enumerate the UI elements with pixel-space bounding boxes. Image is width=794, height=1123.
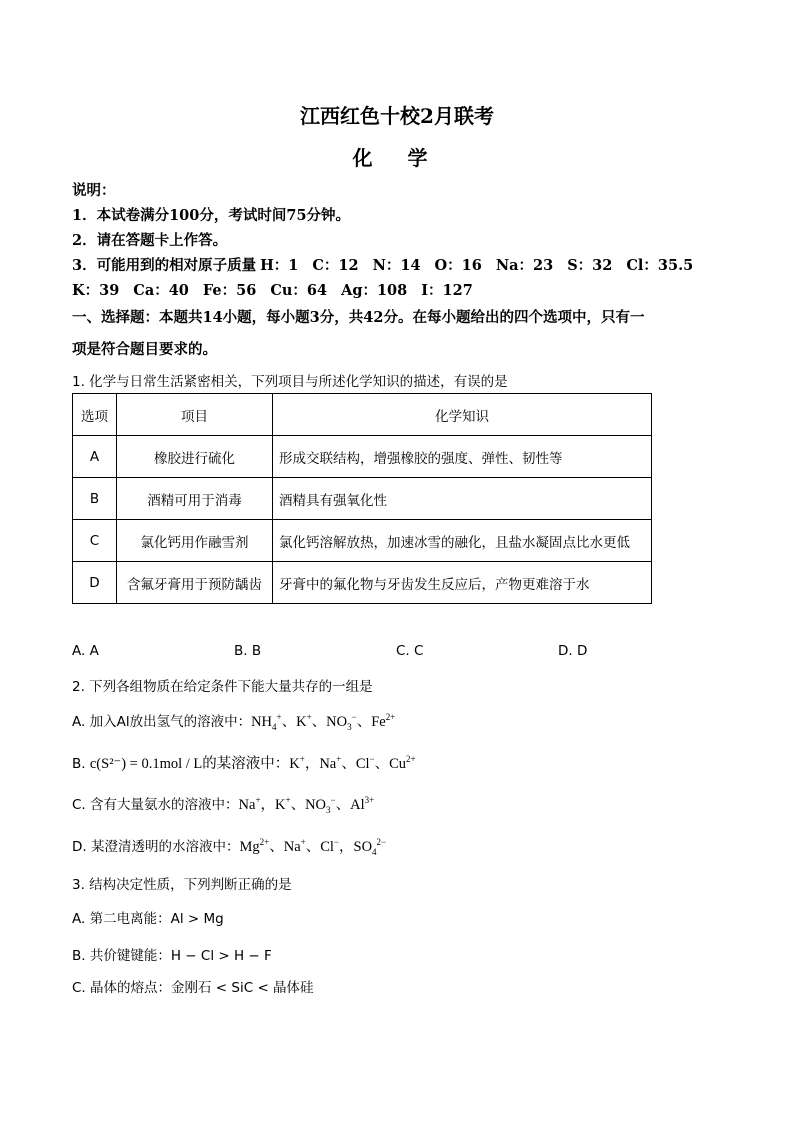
atomic-mass: Ca：40 xyxy=(133,282,189,299)
notes-heading: 说明： xyxy=(72,182,116,199)
section1-line2: 项是符合题目要求的。 xyxy=(72,341,217,358)
table-cell: D xyxy=(73,562,117,604)
table-row xyxy=(73,562,652,604)
q2-option-c[interactable]: C. 含有大量氨水的溶液中：Na+，K+、$NO_3^-$、$Al^{3+}$ xyxy=(72,795,375,815)
note-3 xyxy=(72,254,693,275)
note-2: 2．请在答题卡上作答。 xyxy=(72,232,228,249)
q3-option-c[interactable]: C. 晶体的熔点：金刚石 < SiC < 晶体硅 xyxy=(72,980,314,996)
atomic-mass: N：14 xyxy=(372,257,421,274)
atomic-mass: Cl：35.5 xyxy=(626,257,694,274)
atomic-mass: O：16 xyxy=(434,257,482,274)
option-a[interactable]: A. A xyxy=(72,643,99,659)
table-row xyxy=(73,520,652,562)
atomic-mass: H：1 xyxy=(260,257,299,274)
table-header: 化学知识 xyxy=(273,394,652,436)
q2-stem: 2. 下列各组物质在给定条件下能大量共存的一组是 xyxy=(72,679,373,695)
table-cell: B xyxy=(73,478,117,520)
table-cell: 氯化钙溶解放热，加速冰雪的融化，且盐水凝固点比水更低 xyxy=(273,520,652,562)
table-cell: 牙膏中的氟化物与牙齿发生反应后，产物更难溶于水 xyxy=(273,562,652,604)
section1-line1: 一、选择题：本题共14小题，每小题3分，共42分。在每小题给出的四个选项中，只有一 xyxy=(72,309,645,326)
option-d[interactable]: D. D xyxy=(558,643,588,659)
table-row xyxy=(73,478,652,520)
table-cell: C xyxy=(73,520,117,562)
atomic-mass: I：127 xyxy=(421,282,473,299)
q3-option-a[interactable]: A. 第二电离能：Al > Mg xyxy=(72,911,224,927)
subject-title: 化 学 xyxy=(352,146,442,170)
atomic-mass: C：12 xyxy=(312,257,359,274)
q2-b-condition: c(S²⁻) = 0.1mol / L的某溶液中： xyxy=(89,756,290,772)
q2-d-text: D. 某澄清透明的水溶液中： xyxy=(72,839,240,855)
q2-b-label: B. xyxy=(72,756,90,772)
q2-option-d[interactable]: D. 某澄清透明的水溶液中：$Mg^{2+}$、Na+、Cl−，$SO_4^{2-}$ xyxy=(72,837,387,857)
table-header: 项目 xyxy=(117,394,273,436)
option-c[interactable]: C. C xyxy=(396,643,424,659)
note-3-label: 3．可能用到的相对原子质量 xyxy=(72,257,257,274)
atomic-mass: K：39 xyxy=(72,282,120,299)
table-cell: 橡胶进行硫化 xyxy=(117,436,273,478)
q2-option-b[interactable]: B. c(S²⁻) = 0.1mol / L的某溶液中：K+，Na+、Cl−、$Cu^{2+}$ xyxy=(72,754,416,772)
q1-stem: 1. 化学与日常生活紧密相关，下列项目与所述化学知识的描述，有误的是 xyxy=(72,374,508,390)
table-cell: 酒精具有强氧化性 xyxy=(273,478,652,520)
option-b[interactable]: B. B xyxy=(234,643,262,659)
table-cell: 形成交联结构，增强橡胶的强度、弹性、韧性等 xyxy=(273,436,652,478)
table-header: 选项 xyxy=(73,394,117,436)
table-cell: A xyxy=(73,436,117,478)
atomic-mass: Fe：56 xyxy=(202,282,257,299)
atomic-masses-row2 xyxy=(72,279,487,300)
q3-option-b[interactable]: B. 共价键键能：H − Cl > H − F xyxy=(72,948,272,964)
q3-stem: 3. 结构决定性质，下列判断正确的是 xyxy=(72,877,292,893)
note-1: 1．本试卷满分100分，考试时间75分钟。 xyxy=(72,207,351,224)
atomic-mass: Na：23 xyxy=(495,257,554,274)
table-row xyxy=(73,436,652,478)
q2-option-a[interactable]: A. 加入Al放出氢气的溶液中：$NH_4^+$、K+、$NO_3^-$、$Fe^{2+}$ xyxy=(72,712,396,732)
atomic-mass: Ag：108 xyxy=(341,282,408,299)
atomic-mass: S：32 xyxy=(567,257,613,274)
table-cell: 酒精可用于消毒 xyxy=(117,478,273,520)
q2-a-text: A. 加入Al放出氢气的溶液中： xyxy=(72,714,252,730)
exam-title: 江西红色十校2月联考 xyxy=(300,104,494,128)
table-cell: 氯化钙用作融雪剂 xyxy=(117,520,273,562)
table-cell: 含氟牙膏用于预防龋齿 xyxy=(117,562,273,604)
atomic-mass: Cu：64 xyxy=(270,282,328,299)
table-header-row xyxy=(73,394,652,436)
q2-c-text: C. 含有大量氨水的溶液中： xyxy=(72,797,239,813)
q1-table xyxy=(72,393,652,604)
